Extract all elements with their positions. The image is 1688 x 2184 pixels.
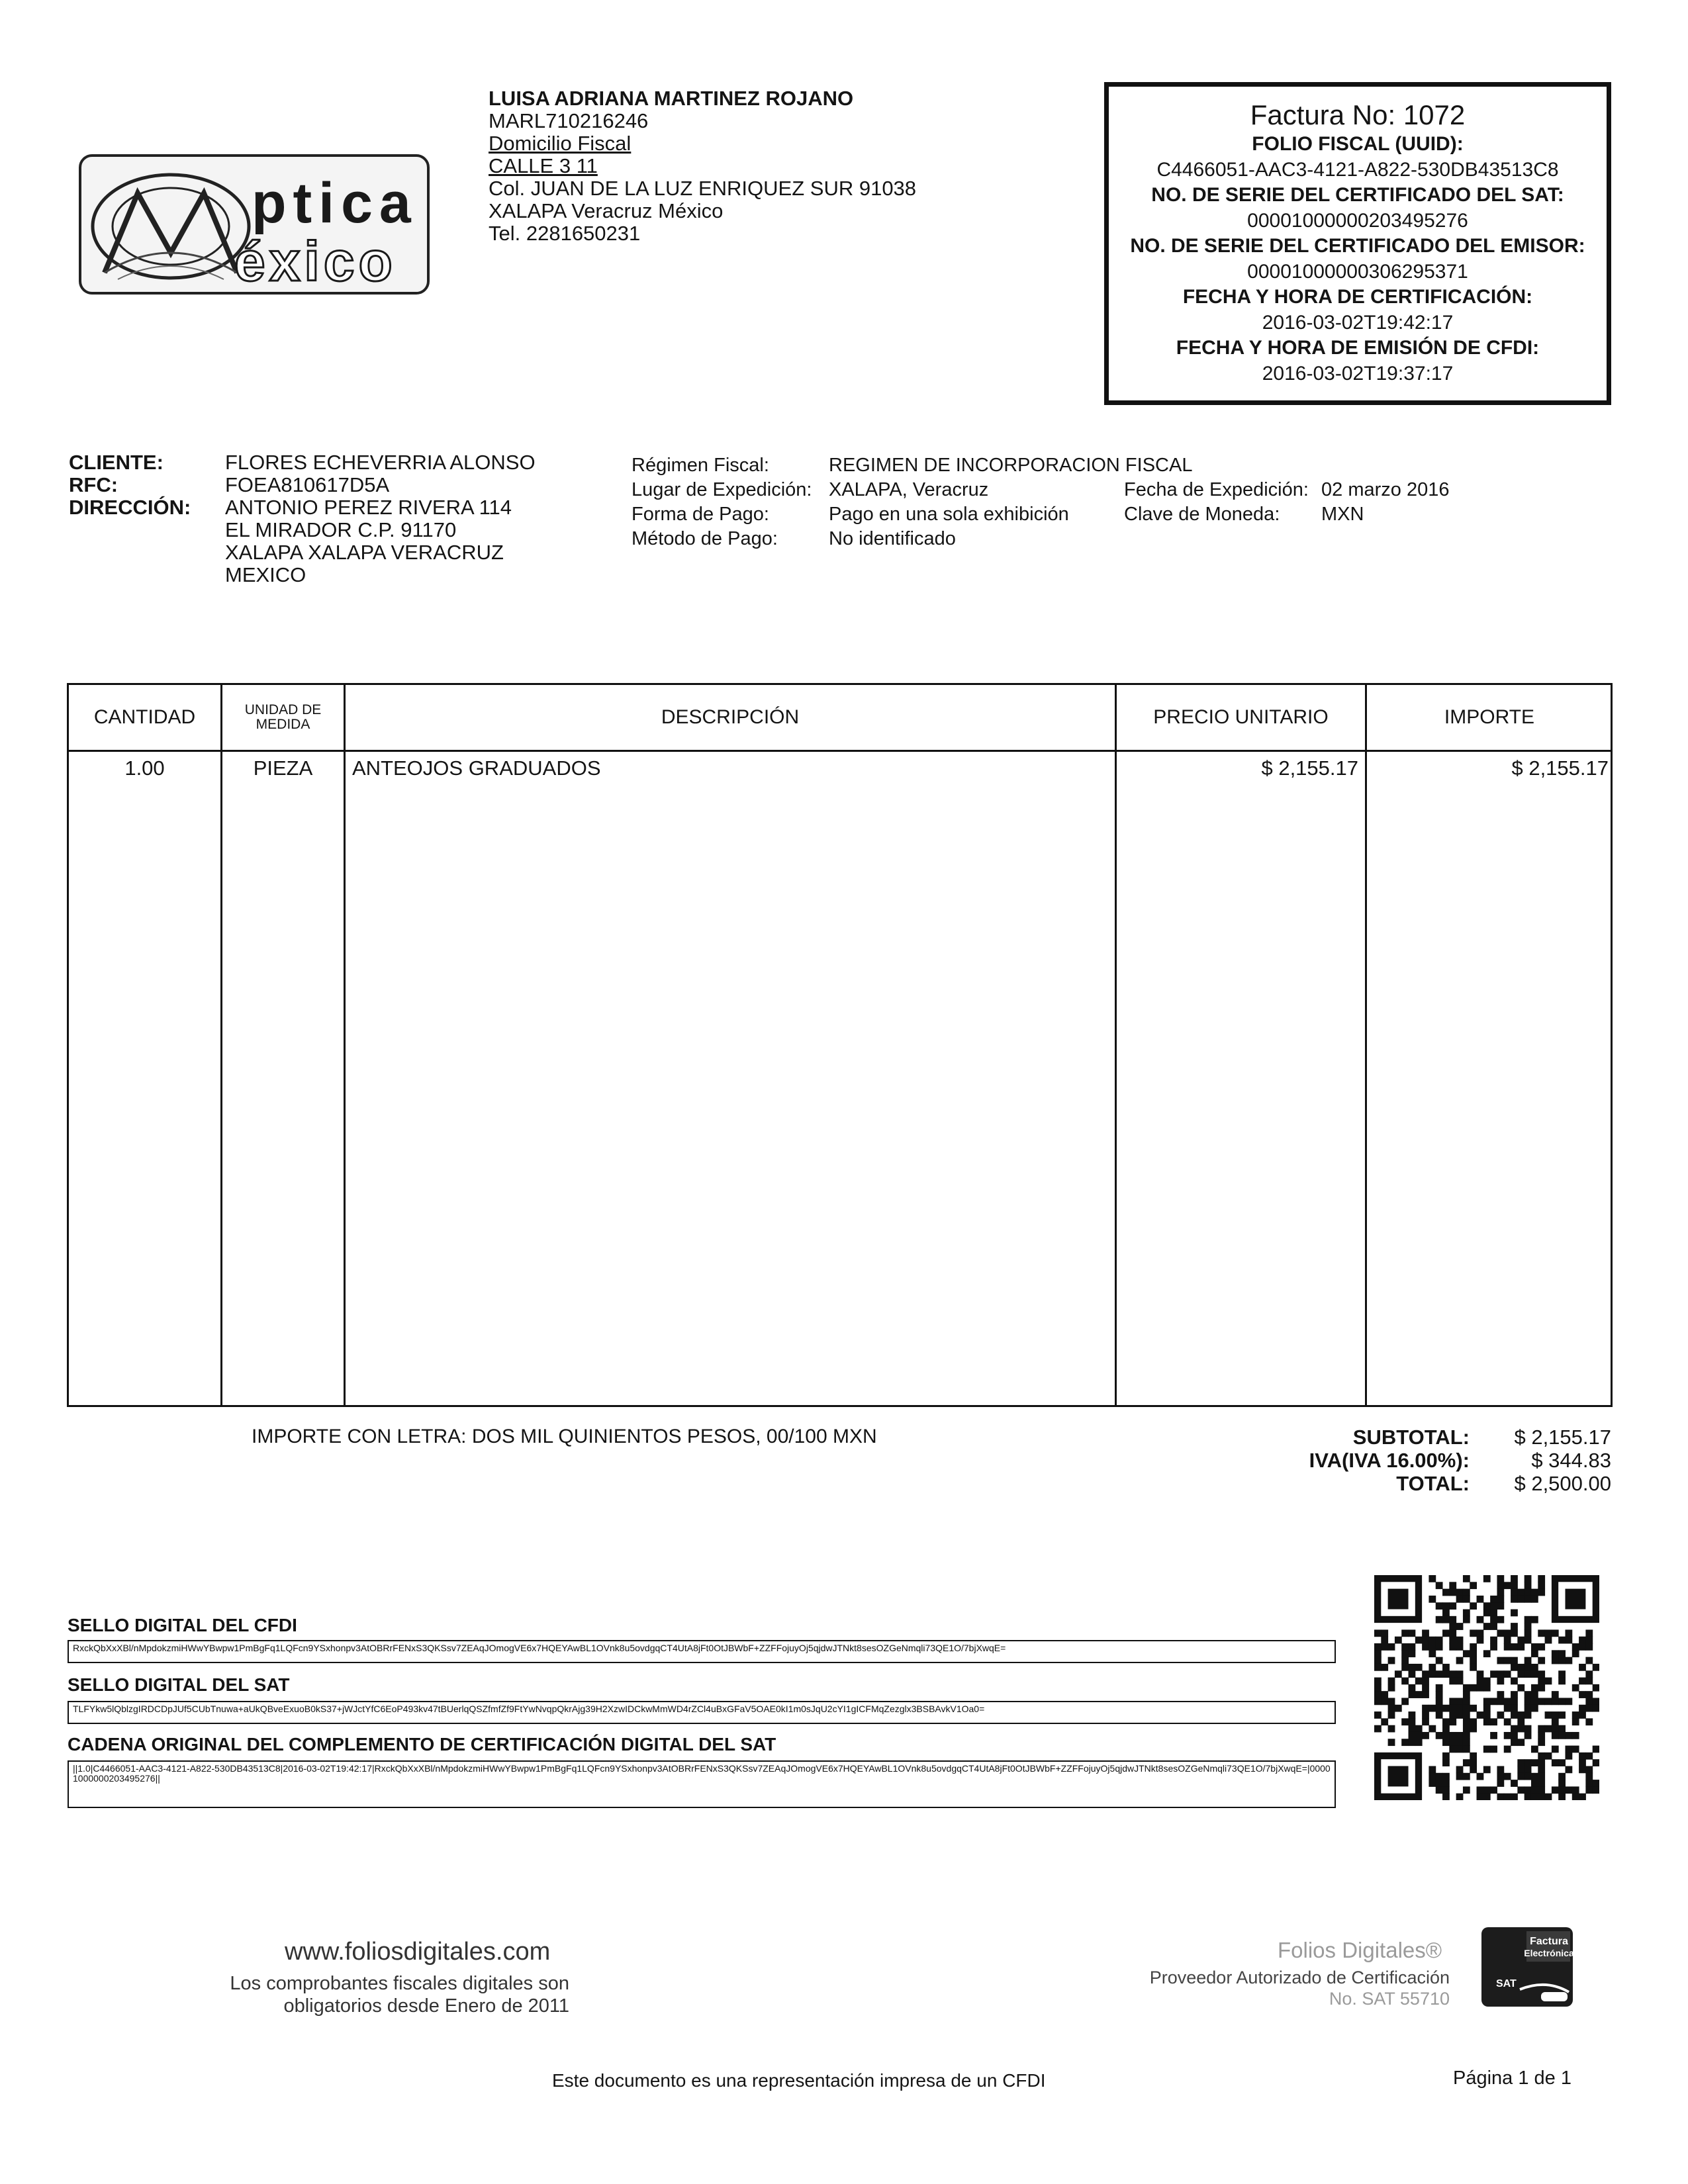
svg-text:Electrónica: Electrónica	[1524, 1948, 1574, 1958]
fiscal-labels-right	[1124, 478, 1309, 527]
header-precio: PRECIO UNITARIO	[1153, 706, 1329, 728]
footer-website: www.foliosdigitales.com	[285, 1938, 551, 1966]
page-number: Página 1 de 1	[1453, 2068, 1571, 2089]
issuer-block	[489, 87, 916, 245]
items-table	[67, 683, 1613, 1407]
fiscal-labels	[632, 453, 812, 551]
client-labels	[69, 451, 191, 519]
cadena-box: ||1.0|C4466051-AAC3-4121-A822-530DB43513C8|2016-03-02T19:42:17|RxckQbXxXBl/nMpdokzmiHWwYBwpw1PmBgFq1LQFcn9YSxhonpv3AtOBRrFENxS3QKSsv7ZEAqJOmogVE6x7HQEYAwBL1OVnk8u5ovdgqCT4UtA8jFt0OtJBWbF+ZZFFojuyOj5qjdwJTNkt8sesOZGeNmqli73QE1O/7bjXwqE=|00001000000203495276||	[68, 1760, 1336, 1808]
issuer-name: LUISA ADRIANA MARTINEZ ROJANO	[489, 87, 854, 110]
footer-legend	[199, 1972, 569, 2017]
cert-date-label: FECHA Y HORA DE CERTIFICACIÓN:	[1182, 286, 1533, 308]
client-name: FLORES ECHEVERRIA ALONSO	[225, 451, 536, 474]
sat-serial-value: 00001000000203495276	[1247, 209, 1468, 232]
row-descripcion: ANTEOJOS GRADUADOS	[352, 756, 601, 780]
qr-code	[1374, 1575, 1599, 1800]
header-importe: IMPORTE	[1444, 706, 1535, 728]
cliente-label: CLIENTE:	[69, 451, 164, 474]
proveedor-text: Proveedor Autorizado de Certificación	[1149, 1968, 1450, 1987]
invoice-info-box	[1104, 82, 1611, 405]
client-values	[225, 451, 536, 586]
lugar-value: XALAPA, Veracruz	[829, 479, 989, 500]
fecha-value: 02 marzo 2016	[1321, 479, 1450, 500]
sat-number: No. SAT 55710	[1329, 1989, 1450, 2009]
issuer-phone: Tel. 2281650231	[489, 222, 641, 245]
sello-cfdi-label: SELLO DIGITAL DEL CFDI	[68, 1615, 297, 1635]
forma-label: Forma de Pago:	[632, 504, 769, 525]
sat-serial-label: NO. DE SERIE DEL CERTIFICADO DEL SAT:	[1151, 184, 1564, 206]
client-rfc: FOEA810617D5A	[225, 473, 390, 496]
iva-label: IVA(IVA 16.00%):	[1309, 1449, 1470, 1472]
row-unidad: PIEZA	[253, 756, 313, 780]
forma-value: Pago en una sola exhibición	[829, 504, 1069, 525]
row-cantidad: 1.00	[124, 756, 165, 780]
invoice-title: Factura No: 1072	[1250, 99, 1466, 130]
sello-sat-box: TLFYkw5lQblzgIRDCDpJUf5CUbTnuwa+aUkQBveExuoB0kS37+jWJctYfC6EoP493kv47tBUerlqQSZfmfZf9FtYwNvqpQkrAjg39H2XzwIDCkwMmWD4rZCl4uBxGFaV5OAE0kI1m0sJqU2cYI1gICFMqZezglx3BSBAvkV1Oa0=	[68, 1701, 1336, 1724]
fiscal-values-right	[1321, 478, 1449, 527]
company-logo	[78, 154, 430, 295]
lugar-label: Lugar de Expedición:	[632, 479, 812, 500]
totals-labels	[1231, 1426, 1470, 1495]
iva-value: $ 344.83	[1531, 1449, 1611, 1472]
bottom-note: Este documento es una representación impresa de un CFDI	[552, 2070, 1046, 2091]
factura-electronica-icon	[1480, 1926, 1574, 2008]
qr-code-image	[1374, 1575, 1599, 1800]
sello-cfdi-box: RxckQbXxXBl/nMpdokzmiHWwYBwpw1PmBgFq1LQFcn9YSxhonpv3AtOBRrFENxS3QKSsv7ZEAqJOmogVE6x7HQEYAwBL1OVnk8u5ovdgqCT4UtA8jFt0OtJBWbF+ZZFFojuyOj5qjdwJTNkt8sesOZGeNmqli73QE1O/7bjXwqE=	[68, 1640, 1336, 1663]
folio-label: FOLIO FISCAL (UUID):	[1252, 133, 1464, 155]
logo-text-top: ptica	[252, 171, 418, 235]
client-address-3: XALAPA XALAPA VERACRUZ	[225, 541, 504, 564]
header-unidad-line1: UNIDAD DE	[244, 702, 322, 717]
cert-date-value: 2016-03-02T19:42:17	[1262, 311, 1454, 334]
regimen-label: Régimen Fiscal:	[632, 455, 769, 476]
emision-date-value: 2016-03-02T19:37:17	[1262, 362, 1454, 385]
factura-electronica-badge	[1480, 1926, 1574, 2008]
subtotal-label: SUBTOTAL:	[1352, 1426, 1470, 1449]
totals-values	[1476, 1426, 1611, 1495]
total-value: $ 2,500.00	[1514, 1472, 1611, 1495]
svg-text:SAT: SAT	[1496, 1978, 1517, 1989]
rfc-label: RFC:	[69, 473, 118, 496]
regimen-value: REGIMEN DE INCORPORACION FISCAL	[829, 455, 1193, 476]
issuer-city: XALAPA Veracruz México	[489, 199, 724, 222]
emisor-serial-value: 00001000000306295371	[1247, 260, 1468, 283]
metodo-value: No identificado	[829, 528, 956, 549]
svg-text:Factura: Factura	[1530, 1936, 1568, 1947]
header-cantidad: CANTIDAD	[93, 706, 196, 728]
fecha-label: Fecha de Expedición:	[1124, 479, 1309, 500]
logo-text-bottom: éxico	[234, 230, 397, 293]
header-descripcion: DESCRIPCIÓN	[661, 706, 800, 728]
folio-value: C4466051-AAC3-4121-A822-530DB43513C8	[1156, 158, 1559, 181]
cadena-label: CADENA ORIGINAL DEL COMPLEMENTO DE CERTIFICACIÓN DIGITAL DEL SAT	[68, 1734, 776, 1754]
emision-date-label: FECHA Y HORA DE EMISIÓN DE CFDI:	[1176, 337, 1540, 359]
footer-legend-line2: obligatorios desde Enero de 2011	[283, 1995, 569, 2017]
importe-con-letra: IMPORTE CON LETRA: DOS MIL QUINIENTOS PESOS, 00/100 MXN	[252, 1426, 877, 1447]
issuer-street: CALLE 3 11	[489, 154, 598, 177]
client-address-4: MEXICO	[225, 563, 306, 586]
subtotal-value: $ 2,155.17	[1514, 1426, 1611, 1449]
direccion-label: DIRECCIÓN:	[69, 496, 191, 519]
header-unidad-line2: MEDIDA	[256, 717, 310, 732]
total-label: TOTAL:	[1396, 1472, 1470, 1495]
moneda-label: Clave de Moneda:	[1124, 504, 1280, 525]
row-precio: $ 2,155.17	[1261, 756, 1358, 780]
row-importe: $ 2,155.17	[1511, 756, 1609, 780]
header-unidad	[222, 685, 344, 750]
moneda-value: MXN	[1321, 504, 1364, 525]
footer-legend-line1: Los comprobantes fiscales digitales son	[230, 1973, 569, 1994]
client-address-1: ANTONIO PEREZ RIVERA 114	[225, 496, 512, 519]
emisor-serial-label: NO. DE SERIE DEL CERTIFICADO DEL EMISOR:	[1130, 235, 1585, 257]
issuer-domicilio-label: Domicilio Fiscal	[489, 132, 632, 155]
metodo-label: Método de Pago:	[632, 528, 778, 549]
issuer-colonia: Col. JUAN DE LA LUZ ENRIQUEZ SUR 91038	[489, 177, 917, 200]
client-address-2: EL MIRADOR C.P. 91170	[225, 518, 457, 541]
issuer-rfc: MARL710216246	[489, 109, 649, 132]
sello-sat-label: SELLO DIGITAL DEL SAT	[68, 1674, 290, 1695]
proveedor-block	[1139, 1967, 1450, 2009]
folios-digitales-logo: Folios Digitales®	[1278, 1938, 1442, 1962]
optica-mexico-logo	[78, 154, 430, 295]
